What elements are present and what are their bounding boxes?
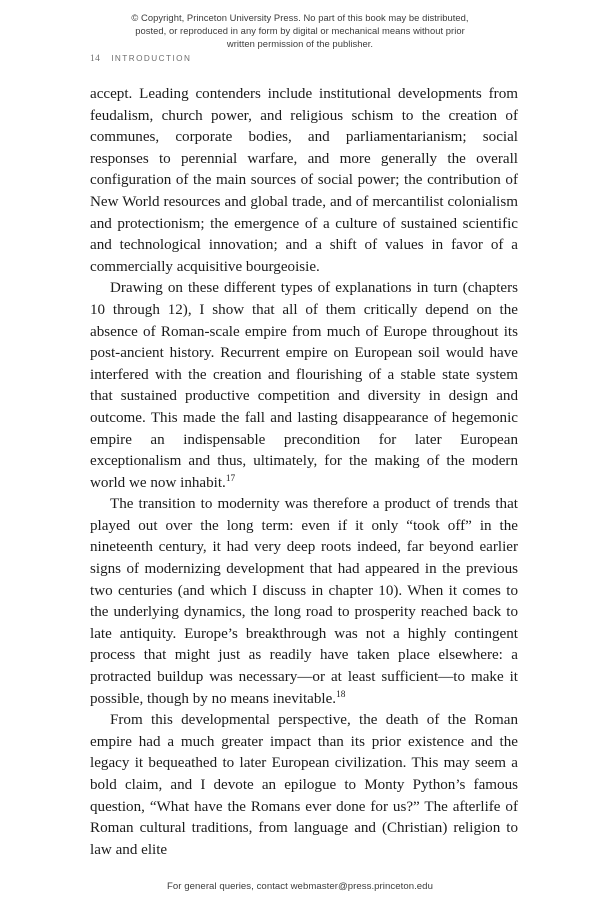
paragraph-text: The transition to modernity was therefore a product of trends that played out over the long term: even if it only “took off” in the nineteenth century, it had very deep roots indeed, far beyond earlier signs of modernizing development that had appeared in the previous two centuries (and which I discuss in chapter 10). When it comes to the underlying dynamics, the long road to prosperity reached back to late antiquity. Europe’s breakthrough was not a highly contingent process that might just as readily have taken place elsewhere: a protracted buildup was necessary—or at least sufficient—to make it possible, though by no means inevitable. bbox=[90, 496, 518, 707]
page-number: 14 bbox=[90, 54, 101, 64]
paragraph bbox=[90, 278, 518, 494]
paragraph bbox=[90, 710, 518, 861]
copyright-notice: © Copyright, Princeton University Press. No part of this book may be distributed, posted, or reproduced in any form by digital or mechanical means without prior written permission of the publisher. bbox=[131, 12, 469, 50]
page-footer: For general queries, contact webmaster@press.princeton.edu bbox=[167, 881, 433, 892]
paragraph bbox=[90, 84, 518, 278]
paragraph-text: Drawing on these different types of explanations in turn (chapters 10 through 12), I show that all of them critically depend on the absence of Roman-scale empire from much of Europe throughout its post-ancient history. Recurrent empire on European soil would have interfered with the creation and flourishing of a stable state system that sustained productive competition and diversity in design and outcome. This made the fall and lasting disappearance of hegemonic empire an indispensable precondition for later European exceptionalism and thus, ultimately, for the making of the modern world we now inhabit. bbox=[90, 280, 518, 491]
running-head bbox=[90, 54, 191, 64]
footnote-marker: 18 bbox=[336, 689, 346, 700]
paragraph-text: From this developmental perspective, the death of the Roman empire had a much greater impact than its prior existence and the legacy it bequeathed to later European civilization. This may seem a bold claim, and I devote an epilogue to Monty Python’s famous question, “What have the Romans ever done for us?” The afterlife of Roman cultural traditions, from language and (Christian) religion to law and elite bbox=[90, 712, 518, 858]
footnote-marker: 17 bbox=[225, 473, 236, 484]
running-head-title: INTRODUCTION bbox=[111, 54, 192, 63]
paragraph bbox=[90, 494, 518, 710]
paragraph-text: accept. Leading contenders include institutional developments from feudalism, church power, and religious schism to the creation of communes, corporate bodies, and parliamentarianism; social responses to perennial warfare, and more generally the overall configuration of the main sources of social power; the contribution of New World resources and global trade, and of mercantilist colonialism and protectionism; the emergence of a culture of sustained scientific and technological innovation; and a shift of values in favor of a commercially acquisitive bourgeoisie. bbox=[90, 86, 518, 275]
body-text-block bbox=[90, 84, 518, 861]
